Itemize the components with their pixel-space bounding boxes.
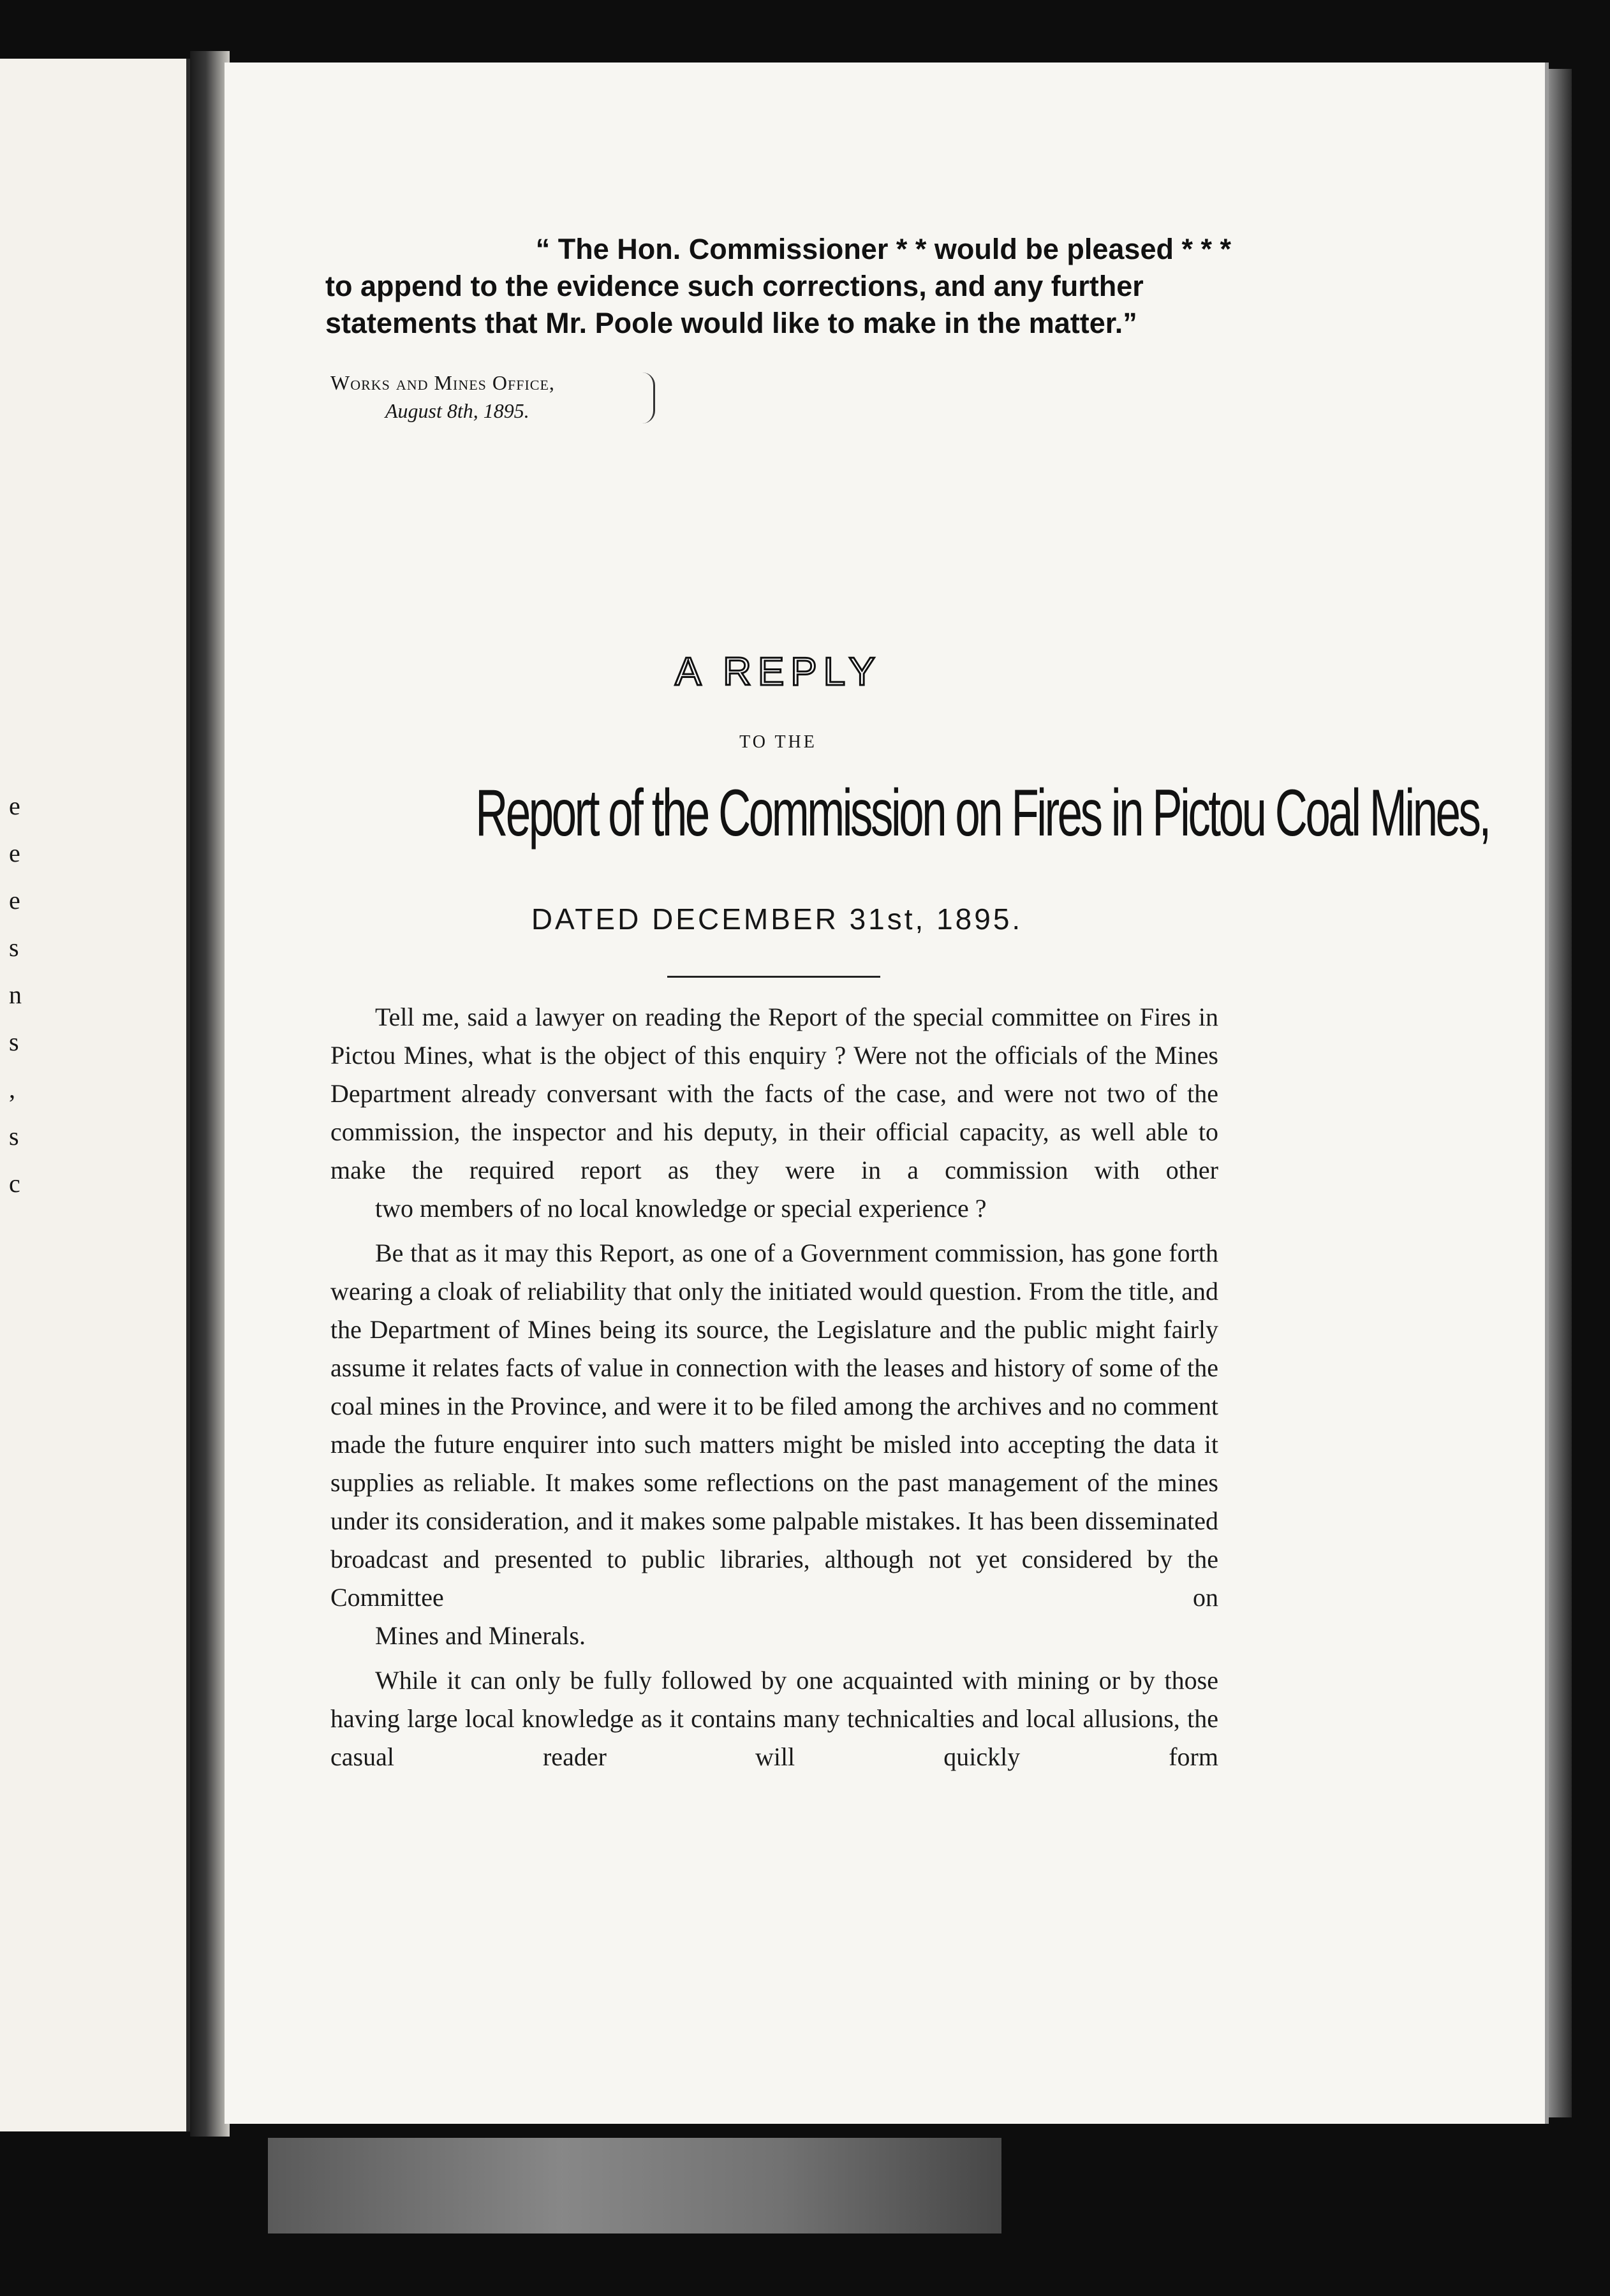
epigraph-quote [325,231,1231,342]
paragraph [330,998,1218,1228]
book-gutter [190,51,230,2137]
paragraph-text: While it can only be fully followed by one acquainted with mining or by those having large local knowledge as it contains many technicalties and local allusions, the casual reader will quickly form [330,1666,1218,1771]
fragment-char: e [9,791,20,820]
paragraph-text: Tell me, said a lawyer on reading the Report of the special committee on Fires in Pictou Mines, what is the object of this enquiry ? Were not the officials of the Mines Department already conversant with the facts of the case, and were not two of the commission, the inspector and his deputy, in their official capacity, as well able to make the required report as they were in a commission with other [330,1003,1218,1184]
epigraph-line: “ The Hon. Commissioner * * would be pleased * * * [535,233,1231,265]
page-edge [1549,69,1572,2117]
date-line: DATED DECEMBER 31st, 1895. [531,902,1023,936]
scan-bottom-strip [268,2138,1001,2233]
paragraph-final-line: two members of no local knowledge or special experience ? [375,1194,987,1223]
epigraph-line: to append to the evidence such corrections, and any further [325,270,1144,302]
previous-page-fragment [0,59,190,2131]
fragment-char: c [9,1169,20,1198]
fragment-char: , [9,1075,15,1103]
page-title: Report of the Commission on Fires in Pictou Coal Mines, [475,776,1489,850]
fragment-char: s [9,1122,19,1151]
fragment-char: n [9,980,22,1009]
fragment-char: s [9,1027,19,1056]
to-the-label: TO THE [739,732,817,752]
reply-heading: A REPLY [675,650,882,694]
divider-rule [667,976,880,978]
paragraph-text: Be that as it may this Report, as one of a Government commission, has gone forth wearing a cloak of reliability that only the initiated would question. From the title, and the Department of Mines being its source, the Legislature and the public might fairly assume it relates facts of value in connection with the leases and history of some of the coal mines in the Province, and were it to be filed among the archives and no comment made the future enquirer into such matters might be misled into accepting the data it supplies as reliable. It makes some reflections on the past management of the mines under its consideration, and it makes some palpable mistakes. It has been disseminated broadcast and presented to public libraries, although not yet considered by the Committee on [330,1239,1218,1612]
body-text [330,998,1218,1783]
paragraph [330,1234,1218,1655]
fragment-char: e [9,839,20,867]
epigraph-line: statements that Mr. Poole would like to make in the matter.” [325,307,1137,339]
fragment-char: s [9,933,19,962]
attribution-office: Works and Mines Office, [330,371,555,394]
brace-mark [642,372,655,423]
fragment-char: e [9,886,20,915]
epigraph-attribution [330,369,662,425]
paragraph [330,1661,1218,1776]
paragraph-final-line: Mines and Minerals. [375,1621,586,1650]
attribution-date: August 8th, 1895. [385,399,529,422]
previous-page-text [9,792,22,1198]
